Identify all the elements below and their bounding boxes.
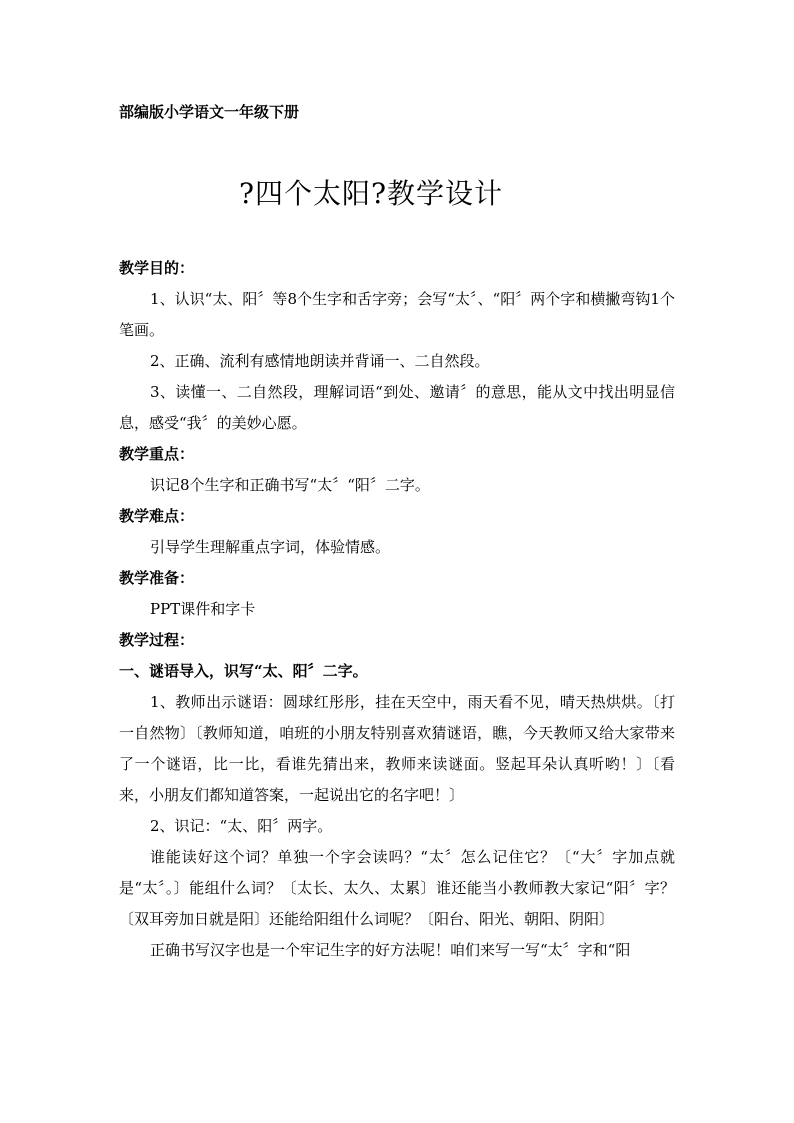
difficulties-heading: 教学难点： xyxy=(119,507,195,525)
key-points-heading: 教学重点： xyxy=(119,445,195,463)
goal-item-3: 3、读懂一、二自然段，理解词语“到处、邀请〞的意思，能从文中找出明显信息，感受“我〞的美妙心愿。 xyxy=(119,383,675,432)
process-paragraph-4: 正确书写汉字也是一个牢记生字的好方法呢！咱们来写一写“太〞字和“阳 xyxy=(150,941,631,959)
preparation-text: PPT课件和字卡 xyxy=(150,600,256,618)
process-paragraph-1: 1、教师出示谜语：圆球红彤彤，挂在天空中，雨天看不见，晴天热烘烘。〔打一自然物〕〔教师知道，咱班的小朋友特别喜欢猜谜语，瞧，今天教师又给大家带来了一个谜语，比一比，看谁先猜出来，教师来读谜面。竖起耳朵认真听哟！〕〔看来，小朋友们都知道答案，一起说出它的名字吧！〕 xyxy=(119,693,675,804)
process-heading: 教学过程： xyxy=(119,631,195,649)
goal-item-2: 2、正确、流利有感情地朗读并背诵一、二自然段。 xyxy=(150,352,490,370)
goals-heading: 教学目的： xyxy=(119,259,195,277)
process-paragraph-2: 2、识记：“太、阳〞两字。 xyxy=(150,817,333,835)
preparation-heading: 教学准备： xyxy=(119,569,195,587)
process-paragraph-3: 谁能读好这个词？单独一个字会读吗？“太〞怎么记住它？〔“大〞字加点就是“太〞。〕能组什么词？〔太长、太久、太累〕谁还能当小教师教大家记“阳〞字？〔双耳旁加日就是阳〕还能给阳组什么词呢？〔阳台、阳光、朝阳、阴阳〕 xyxy=(119,848,675,928)
document-title: ?四个太阳?教学设计 xyxy=(239,177,504,210)
document-body xyxy=(119,253,675,966)
series-header: 部编版小学语文一年级下册 xyxy=(119,103,300,121)
section-1-heading: 一、谜语导入，识写“太、阳〞二字。 xyxy=(119,662,368,680)
difficulties-text: 引导学生理解重点字词，体验情感。 xyxy=(150,538,391,556)
key-points-text: 识记8个生字和正确书写“太〞“阳〞二字。 xyxy=(150,476,430,494)
goal-item-1: 1、认识“太、阳〞等8个生字和舌字旁；会写“太〞、“阳〞两个字和横撇弯钩1个笔画。 xyxy=(119,290,675,339)
